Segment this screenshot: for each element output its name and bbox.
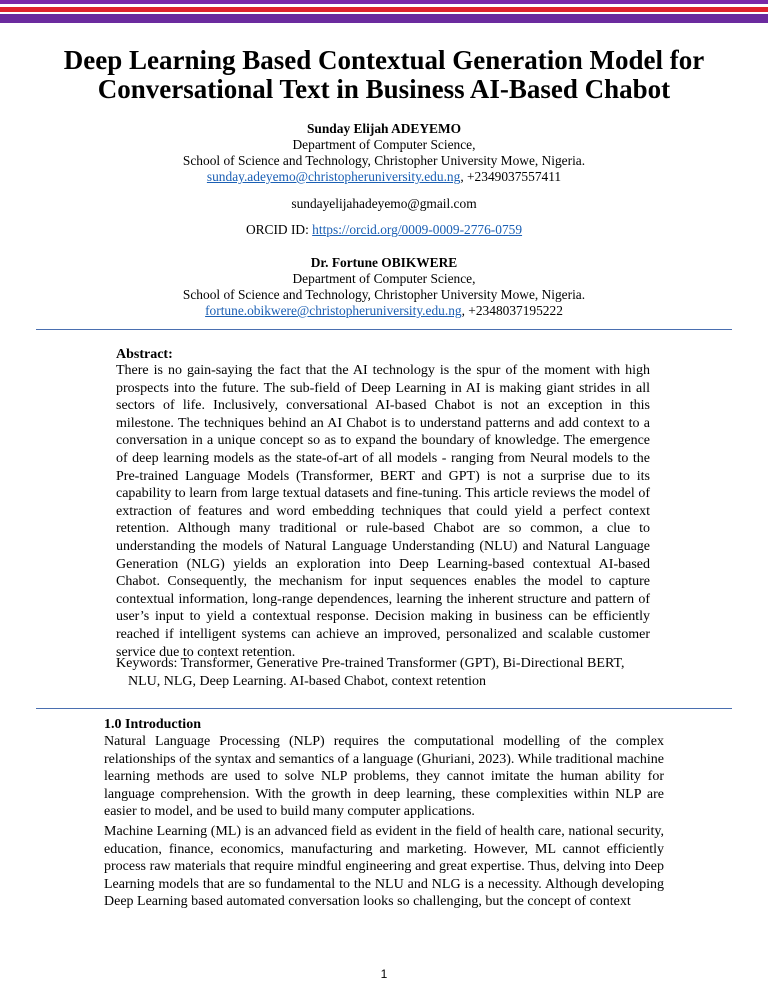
page-number: 1 [380,967,388,981]
author1-phone: , +2349037557411 [460,169,562,184]
author2-contact [40,303,728,319]
abstract-text: There is no gain-saying the fact that the AI technology is the spur of the moment with high prospects into the future. The sub-field of Deep Learning in AI is making giant strides in all sectors of life. Inclusively, conversational AI-based Chabot is not an exception in this milestone. The techniques behind an AI Chabot is to understand patterns and add context to a conversation in a unique concept so as to expand the boundary of knowledge. The emergence of deep learning models as the state-of-art of all models - ranging from Neural models to the Pre-trained Language Models (Transformer, BERT and GPT) is not a surprise due to its capability to learn from large textual datasets and fine-tuning. This article reviews the model of extraction of features and word embedding techniques that could yield a perfect context retention. Although many traditional or rule-based Chabot are so common, a clue to understanding the models of Natural Language Understanding (NLU) and Natural Language Generation (NLG) yields an exploration into Deep Learning-based contextual AI-based Chabot. Consequently, the mechanism for input sequences enables the model to capture contextual information, long-range dependences, learning the inherent structure and pattern of user’s input to yield a contextual response. Decision making in business can be efficiently reached if intelligent systems can achieve an improved, personalized and scalable customer service due to context retention. [116,363,650,660]
orcid-label: ORCID ID: [245,222,313,237]
divider [36,708,732,709]
keywords-line2: NLU, NLG, Deep Learning. AI-based Chabot, context retention [128,673,487,689]
keywords [116,655,650,690]
author1-name: Sunday Elijah ADEYEMO [306,121,462,136]
author2-name: Dr. Fortune OBIKWERE [310,255,458,270]
author1-dept: Department of Computer Science, [292,137,476,152]
author1-contact [40,169,728,185]
header-stripe-purple-bar [0,14,768,23]
author1-email-link[interactable]: sunday.adeyemo@christopheruniversity.edu.ng [206,169,461,184]
orcid-link[interactable]: https://orcid.org/0009-0009-2776-0759 [312,222,523,237]
divider [36,329,732,330]
author2-dept: Department of Computer Science, [292,271,476,286]
author2-phone: , +2348037195222 [461,303,563,318]
author2-school: School of Science and Technology, Christopher University Mowe, Nigeria. [182,287,586,302]
author1-orcid [40,222,728,238]
keywords-line1: Keywords: Transformer, Generative Pre-trained Transformer (GPT), Bi-Directional BERT, [116,656,625,671]
abstract-heading: Abstract: [116,347,173,362]
author1-email2: sundayelijahadeyemo@gmail.com [291,196,477,211]
author2-email-link[interactable]: fortune.obikwere@christopheruniversity.edu.ng [205,303,462,318]
author1-school: School of Science and Technology, Christopher University Mowe, Nigeria. [182,153,586,168]
paper-title: Deep Learning Based Contextual Generation Model for Conversational Text in Business AI-Based Chabot [63,45,705,104]
intro-paragraph-1: Natural Language Processing (NLP) requires the computational modelling of the complex relationships of the syntax and semantics of a language (Ghuriani, 2023). While traditional machine learning methods are used to solve NLP problems, they cannot imitate the human ability for language comprehension. With the growth in deep learning, these complexities within NLP are easier to model, and be used to build many computer applications. [104,734,664,820]
intro-paragraph-2: Machine Learning (ML) is an advanced field as evident in the field of health care, national security, education, finance, economics, manufacturing and marketing. However, ML cannot efficiently process raw materials that require mindful engineering and great expertise. Thus, delving into Deep Learning models that are so fundamental to the NLU and NLG is a necessity. Although developing Deep Learning based automated conversation looks so challenging, but the concept of context [104,824,664,910]
section-heading: 1.0 Introduction [104,717,201,732]
